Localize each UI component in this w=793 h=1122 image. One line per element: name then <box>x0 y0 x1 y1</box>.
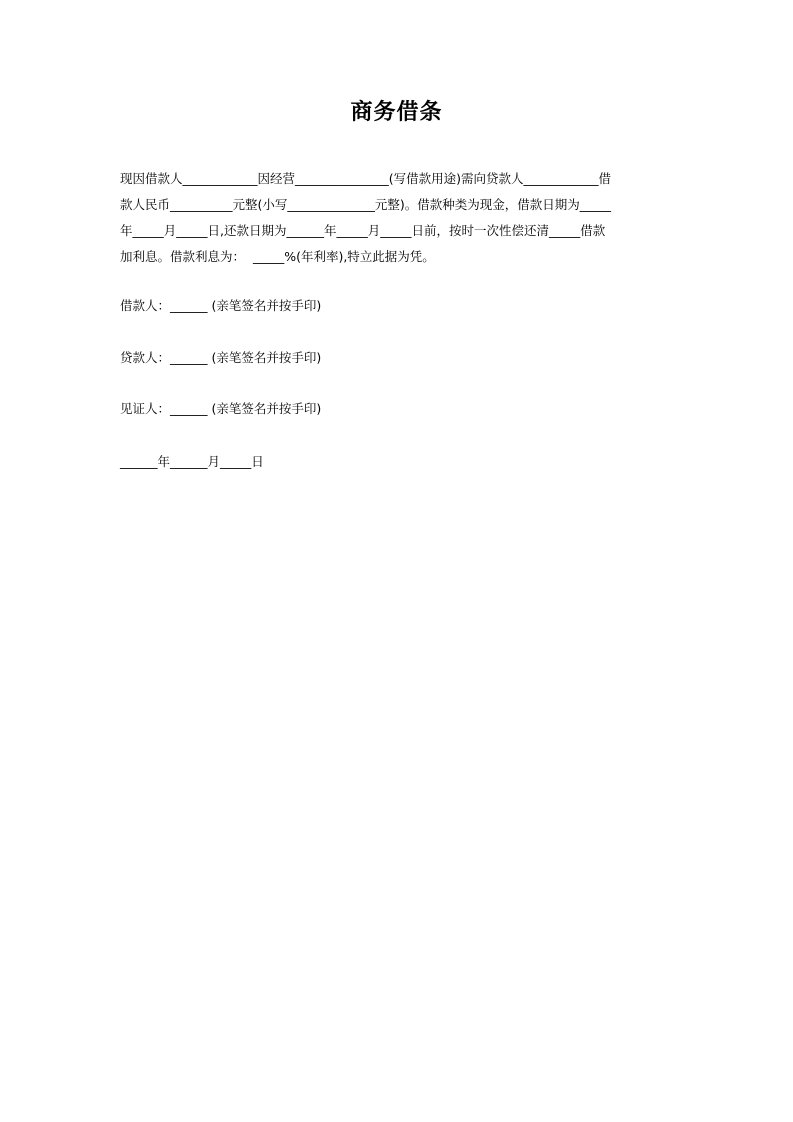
borrower-signature-line: 借款人：______ (亲笔签名并按手印) <box>120 298 322 313</box>
lender-signature-line: 贷款人：______ (亲笔签名并按手印) <box>120 350 322 365</box>
loan-terms-paragraph <box>120 166 680 270</box>
witness-signature-line: 见证人：______ (亲笔签名并按手印) <box>120 401 322 416</box>
date-line: ______年______月_____日 <box>120 454 264 469</box>
paragraph-line-2: 款人民币__________元整(小写______________元整)。借款种类为现金，借款日期为_____ <box>120 197 612 212</box>
paragraph-line-4: 加利息。借款利息为： _____%(年利率),特立此据为凭。 <box>120 249 435 264</box>
paragraph-line-1: 现因借款人____________因经营_______________(写借款用途)需向贷款人____________借 <box>120 171 612 186</box>
document-title: 商务借条 <box>350 99 443 125</box>
paragraph-line-3: 年_____月_____日,还款日期为______年_____月_____日前，按时一次性偿还清_____借款 <box>120 223 606 238</box>
